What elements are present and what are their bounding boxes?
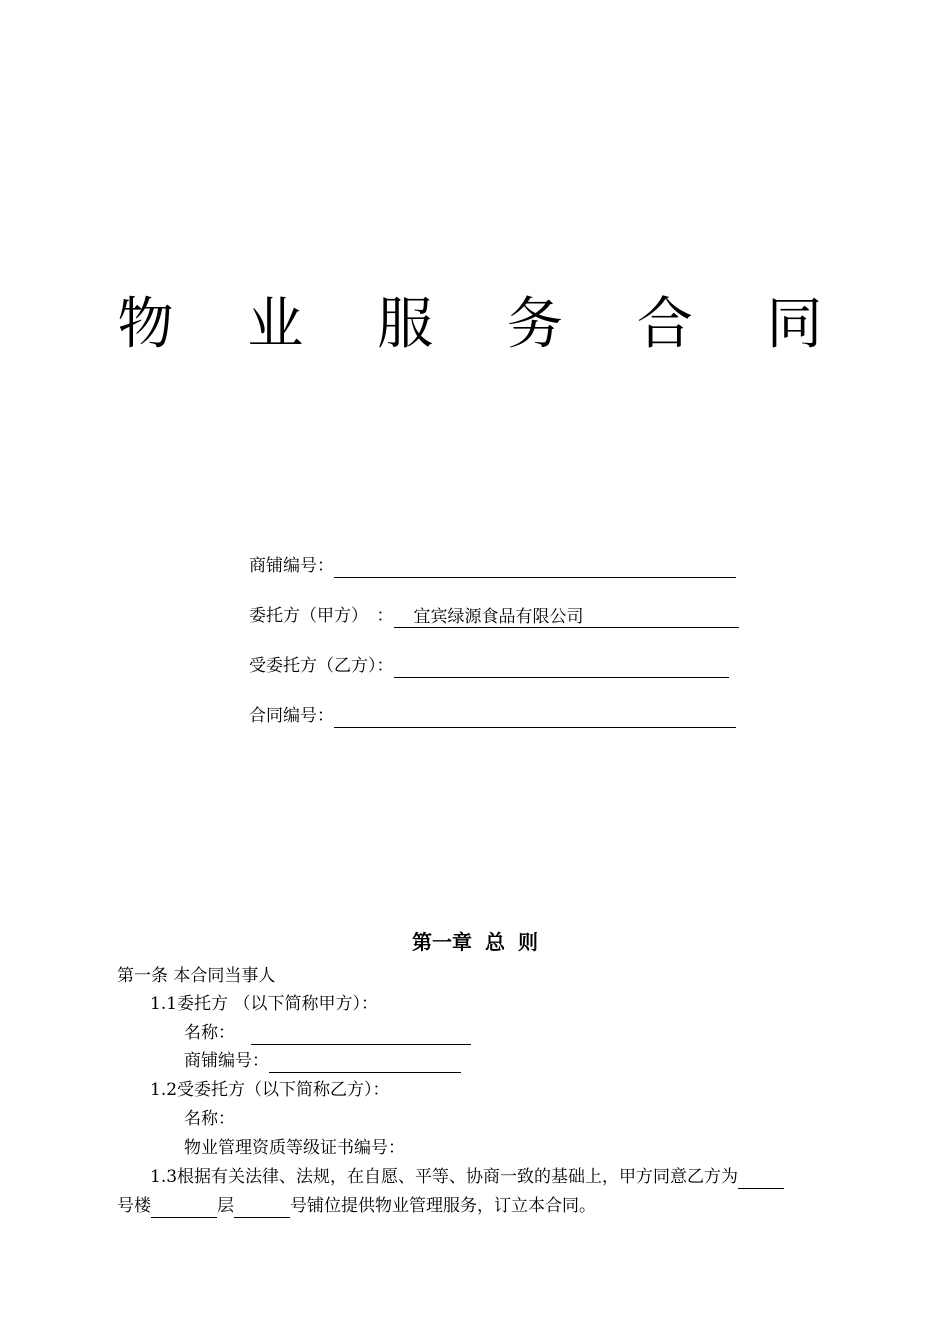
item-1-1: 1.1委托方 （以下简称甲方）： — [150, 994, 378, 1014]
cover-contract-number-row — [249, 704, 736, 728]
shop-number-label: 商铺编号： — [249, 556, 334, 576]
contract-number-blank[interactable] — [334, 707, 736, 728]
party-a-name-label: 名称： — [184, 1023, 235, 1043]
item-1-3-line1 — [150, 1165, 784, 1189]
cover-client-row — [249, 604, 739, 628]
client-label: 委托方（甲方） ： — [249, 606, 394, 626]
item-1-2: 1.2受委托方（以下简称乙方）： — [150, 1080, 390, 1100]
trustee-blank[interactable] — [394, 657, 729, 678]
client-name: 宜宾绿源食品有限公司 — [413, 607, 584, 627]
cert-number-label: 物业管理资质等级证书编号： — [184, 1138, 405, 1158]
floor-label: 层 — [217, 1196, 234, 1216]
item-1-3-text: 1.3根据有关法律、法规，在自愿、平等、协商一致的基础上，甲方同意乙方为 — [150, 1167, 739, 1187]
shop-number-blank[interactable] — [334, 557, 736, 578]
building-blank[interactable] — [151, 1197, 217, 1218]
cover-trustee-row — [249, 654, 729, 678]
item-1-3-end: 号铺位提供物业管理服务，订立本合同。 — [290, 1196, 596, 1216]
party-a-name-blank[interactable] — [251, 1024, 471, 1045]
building-number-blank[interactable] — [738, 1168, 784, 1189]
party-a-name-row — [184, 1021, 471, 1045]
trustee-label: 受委托方（乙方）： — [249, 656, 394, 676]
cover-shop-number-row — [249, 554, 736, 578]
article-1-heading: 第一条 本合同当事人 — [117, 966, 276, 986]
document-title: 物 业 服 务 合 同 — [117, 292, 851, 357]
party-a-shop-label: 商铺编号： — [184, 1051, 269, 1071]
contract-number-label: 合同编号： — [249, 706, 334, 726]
client-value[interactable] — [394, 607, 739, 628]
party-b-name-label: 名称： — [184, 1109, 235, 1129]
party-a-shop-row — [184, 1049, 461, 1073]
party-a-shop-blank[interactable] — [269, 1052, 461, 1073]
building-label: 号楼 — [117, 1196, 151, 1216]
floor-blank[interactable] — [234, 1197, 290, 1218]
chapter-heading: 第一章 总 则 — [412, 930, 538, 954]
item-1-3-line2 — [117, 1194, 596, 1218]
